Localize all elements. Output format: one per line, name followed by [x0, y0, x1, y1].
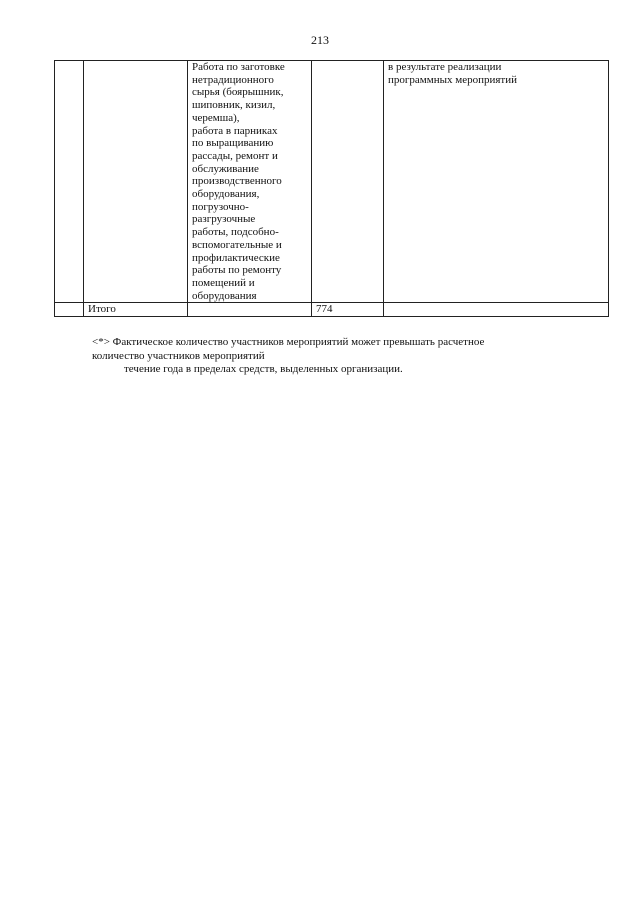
text-line: нетрадиционного: [192, 73, 274, 86]
footnote-line: <*> Фактическое количество участников мероприятий может превышать расчетное: [92, 336, 485, 348]
text-line: шиповник, кизил,: [192, 99, 276, 112]
table-row: [55, 61, 609, 303]
text-line: в результате реализации: [388, 61, 502, 73]
text-line: вспомогательные и: [192, 238, 282, 251]
text-line: работы по ремонту: [192, 264, 282, 277]
text-line: работа в парниках: [192, 124, 278, 137]
table-cell-col1: [55, 61, 84, 303]
text-line: сырья (боярышник,: [192, 86, 284, 99]
text-line: погрузочно-: [192, 200, 249, 213]
table-cell-col5: [384, 303, 609, 317]
program-table: [54, 60, 609, 317]
text-line: профилактические: [192, 251, 280, 264]
table-cell-result-note: [384, 61, 609, 303]
text-line: работы, подсобно-: [192, 226, 279, 239]
text-line: производственного: [192, 175, 282, 188]
total-value: 774: [312, 303, 384, 317]
text-line: Работа по заготовке: [192, 61, 285, 73]
table-cell-col2: [84, 61, 188, 303]
table-cell-count: [312, 61, 384, 303]
table-cell-col3: [188, 303, 312, 317]
text-line: разгрузочные: [192, 213, 256, 226]
footnote: [92, 336, 592, 377]
table-total-row: [55, 303, 609, 317]
footnote-line: течение года в пределах средств, выделенных организации.: [124, 363, 403, 375]
text-line: оборудования: [192, 289, 257, 302]
text-line: по выращиванию: [192, 137, 274, 150]
text-line: черемша),: [192, 111, 240, 124]
text-line: оборудования,: [192, 188, 260, 201]
total-label: Итого: [84, 303, 188, 317]
page-number: 213: [311, 33, 329, 47]
footnote-line: количество участников мероприятий: [92, 349, 265, 362]
table-cell-work-description: [188, 61, 312, 303]
text-line: рассады, ремонт и: [192, 149, 278, 162]
text-line: программных мероприятий: [388, 73, 517, 86]
text-line: помещений и: [192, 276, 255, 289]
table-cell-col1: [55, 303, 84, 317]
text-line: обслуживание: [192, 162, 259, 175]
